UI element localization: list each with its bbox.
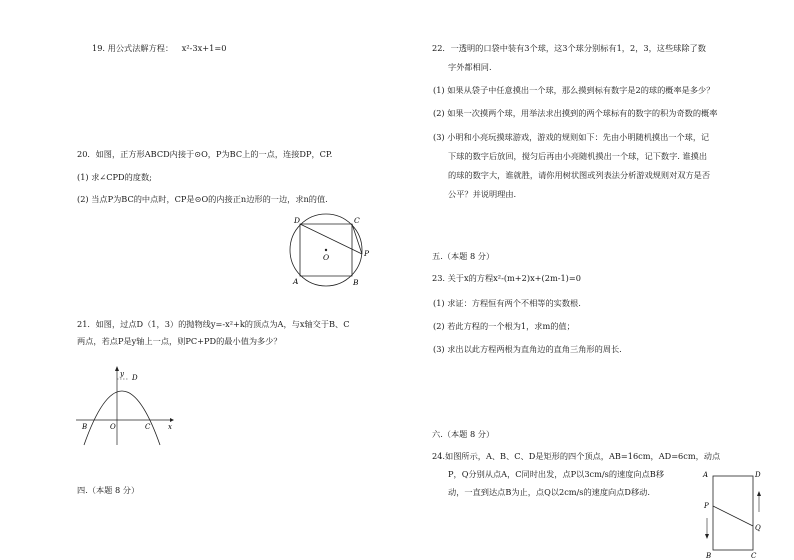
- label-c: C: [751, 552, 757, 560]
- label-p: P: [364, 249, 370, 258]
- x-axis-arrow: [170, 418, 174, 422]
- label-c: C: [145, 423, 151, 431]
- question-22-part3-line1: (3) 小明和小亮玩摸球游戏，游戏的规则如下：先由小明随机摸出一个球，记: [433, 132, 710, 142]
- question-24-line2: P，Q分别从点A，C同时出发，点P以3cm/s的速度向点B移: [448, 469, 665, 479]
- question-20-part2: (2) 当点P为BC的中点时，CP是⊙O的内接正n边形的一边，求n的值.: [77, 194, 328, 204]
- label-o: O: [323, 253, 330, 262]
- question-19: [92, 43, 226, 53]
- question-23-stem: 23. 关于x的方程x²-(m+2)x+(2m-1)=0: [432, 273, 581, 283]
- label-d: D: [294, 216, 301, 225]
- question-21-line2: 两点，若点P是y轴上一点，则PC+PD的最小值为多少？: [77, 336, 282, 346]
- segment-pq: [713, 506, 753, 526]
- left-column: [0, 0, 370, 560]
- question-22-part3-line3: 的球的数字大，谁就胜，请你用树状图或列表法分析游戏规则对双方是否: [448, 170, 711, 180]
- label-a: A: [293, 277, 299, 286]
- label-p: P: [704, 502, 709, 510]
- y-axis-arrow: [115, 366, 119, 371]
- equation: x²-3x+1=0: [181, 43, 227, 53]
- right-column: [400, 0, 760, 560]
- label-d: D: [755, 471, 761, 479]
- question-24-line3: 动，一直到达点B为止，点Q以2cm/s的速度向点D移动.: [448, 487, 650, 497]
- center-point: [325, 249, 327, 251]
- label-q: Q: [755, 524, 761, 532]
- question-22-line1: 22．一透明的口袋中装有3个球，这3个球分别标有1，2，3，这些球除了数: [432, 43, 706, 53]
- question-23-part3: (3) 求出以此方程两根为直角边的直角三角形的周长.: [433, 344, 622, 354]
- question-21-line1: 21．如图，过点D（1，3）的抛物线y=-x²+k的顶点为A，与x轴交于B、C: [77, 319, 350, 329]
- arrow-up-head: [757, 491, 761, 496]
- question-22-part1: (1) 如果从袋子中任意摸出一个球，那么摸到标有数字是2的球的概率是多少？: [433, 85, 715, 95]
- question-22-part3-line2: 下球的数字后放回，搅匀后再由小亮随机摸出一个球，记下数字. 谁摸出: [448, 151, 708, 161]
- label-c: C: [354, 216, 360, 225]
- label-b: B: [82, 423, 88, 431]
- circle-square-figure: [280, 210, 380, 292]
- label-d: D: [132, 374, 138, 382]
- label-o: O: [110, 423, 116, 431]
- question-23-part1: (1) 求证：方程恒有两个不相等的实数根.: [433, 298, 581, 308]
- question-number: 19.: [92, 43, 106, 53]
- segment-dp: [300, 224, 362, 254]
- section-5-heading: 五.（本题 8 分）: [432, 251, 495, 261]
- question-22-part3-line4: 公平？并说明理由.: [448, 189, 517, 199]
- question-24-line1: 24.如图所示，A、B、C、D是矩形的四个顶点，AB=16cm，AD=6cm，动点: [432, 451, 721, 461]
- rectangle-abcd: [713, 476, 753, 550]
- rectangle-figure: [700, 468, 770, 560]
- label-b: B: [353, 278, 359, 287]
- question-20-part1: (1) 求∠CPD的度数;: [77, 172, 152, 182]
- question-22-part2: (2) 如果一次摸两个球，用举法求出摸到的两个球标有的数字的积为奇数的概率: [433, 108, 718, 118]
- label-y: y: [120, 370, 124, 378]
- question-23-part2: (2) 若此方程的一个根为1，求m的值；: [433, 321, 575, 331]
- parabola-figure: [72, 365, 177, 447]
- parabola-curve: [84, 391, 160, 445]
- label-x: x: [168, 423, 172, 431]
- label-b: B: [706, 552, 712, 560]
- question-22-line2: 字外都相同.: [448, 62, 492, 72]
- arrow-down-head: [705, 534, 709, 539]
- section-4-heading: 四.（本题 8 分）: [77, 485, 140, 495]
- section-6-heading: 六.（本题 8 分）: [432, 429, 495, 439]
- label-a: A: [703, 471, 709, 479]
- question-20-stem: 20．如图，正方形ABCD内接于⊙O，P为BC上的一点，连接DP，CP.: [77, 149, 333, 159]
- question-text: 用公式法解方程：: [107, 43, 174, 53]
